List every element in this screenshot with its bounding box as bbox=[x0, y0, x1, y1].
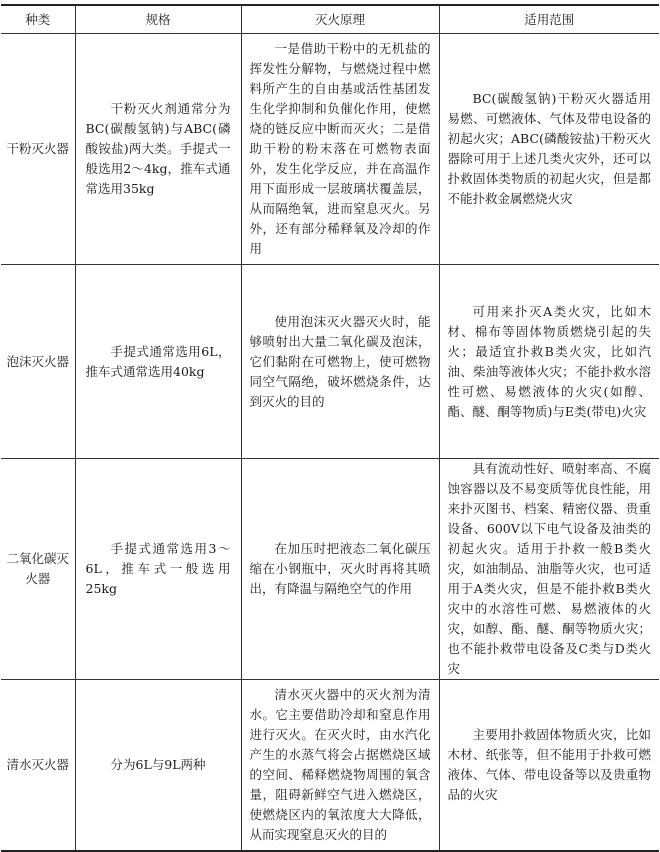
table-row bbox=[1, 265, 659, 459]
scope-cell bbox=[439, 34, 659, 265]
scope-text: 可用来扑灭A类火灾，比如木材、棉布等固体物质燃烧引起的失火；最适宜扑救B类火灾，比如汽油、柴油等液体火灾；不能扑救水溶性可燃、易燃液体的火灾(如醇、酯、醚、酮等物质)与E类(带电)火灾 bbox=[447, 303, 651, 419]
extinguisher-table-container bbox=[1, 4, 659, 852]
principle-text: 在加压时把液态二氧化碳压缩在小钢瓶中，灭火时再将其喷出，有降温与隔绝空气的作用 bbox=[249, 541, 431, 596]
spec-cell bbox=[75, 680, 241, 852]
scope-text: BC(碳酸氢钠)干粉灭火器适用易燃、可燃液体、气体及带电设备的初起火灾；ABC(磷酸铵盐)干粉灭火器除可用于上述几类火灾外，还可以扑救固体类物质的初起火灾，但是都不能扑救金属燃烧火灾 bbox=[447, 91, 651, 206]
principle-cell bbox=[241, 34, 439, 265]
spec-text: 手提式通常选用6L，推车式通常选用40kg bbox=[85, 343, 231, 379]
type-cell: 二氧化碳灭火器 bbox=[1, 459, 75, 680]
type-cell: 清水灭火器 bbox=[1, 680, 75, 852]
spec-cell bbox=[75, 34, 241, 265]
spec-text: 干粉灭火剂通常分为BC(碳酸氢钠)与ABC(磷酸铵盐)两大类。手提式一般选用2～4kg，推车式通常选用35kg bbox=[85, 101, 231, 196]
table-header bbox=[1, 5, 659, 34]
table-row bbox=[1, 680, 659, 852]
scope-text: 具有流动性好、喷射率高、不腐蚀容器以及不易变质等优良性能，用来扑灭图书、档案、精密仪器、贵重设备、600V以下电气设备及油类的初起火灾。适用于扑救一般B类火灾，如油制品、油脂等火灾，也可适用于A类火灾，但是不能扑救B类火灾中的水溶性可燃、易燃液体的火灾，如醇、酯、醚、酮等物质火灾；也不能扑救带电设备及C类与D类火灾 bbox=[447, 461, 651, 676]
header-spec: 规格 bbox=[75, 5, 241, 34]
spec-text: 手提式通常选用3～6L，推车式一般选用25kg bbox=[85, 541, 231, 596]
principle-cell bbox=[241, 459, 439, 680]
table-row bbox=[1, 459, 659, 680]
header-scope: 适用范围 bbox=[439, 5, 659, 34]
principle-text: 使用泡沫灭火器灭火时，能够喷射出大量二氧化碳及泡沫，它们黏附在可燃物上，使可燃物同空气隔绝，破坏燃烧条件，达到灭火的目的 bbox=[249, 313, 431, 409]
type-cell: 泡沫灭火器 bbox=[1, 265, 75, 459]
principle-cell bbox=[241, 265, 439, 459]
scope-text: 主要用扑救固体物质火灾，比如木材、纸张等，但不能用于扑救可燃液体、气体、带电设备等以及贵重物品的火灾 bbox=[447, 727, 651, 802]
type-cell: 干粉灭火器 bbox=[1, 34, 75, 265]
scope-cell bbox=[439, 680, 659, 852]
principle-text: 一是借助干粉中的无机盐的挥发性分解物，与燃烧过程中燃料所产生的自由基或活性基团发生化学抑制和负催化作用，使燃烧的链反应中断而灭火；二是借助干粉的粉末落在可燃物表面外，发生化学反应，并在高温作用下面形成一层玻璃状覆盖层，从而隔绝氧，进而窒息灭火。另外，还有部分稀释氧及冷却的作用 bbox=[249, 41, 431, 256]
table-body bbox=[1, 34, 659, 852]
spec-cell bbox=[75, 265, 241, 459]
scope-cell bbox=[439, 265, 659, 459]
scope-cell bbox=[439, 459, 659, 680]
header-principle: 灭火原理 bbox=[241, 5, 439, 34]
spec-cell bbox=[75, 459, 241, 680]
spec-text: 分为6L与9L两种 bbox=[110, 757, 206, 772]
header-type: 种类 bbox=[1, 5, 75, 34]
header-row bbox=[1, 5, 659, 34]
table-row bbox=[1, 34, 659, 265]
principle-text: 清水灭火器中的灭火剂为清水。它主要借助冷却和窒息作用进行灭火。在灭火时，由水汽化产生的水蒸气将会占据燃烧区域的空间、稀释燃烧物周围的氧含量，阻碍新鲜空气进入燃烧区，使燃烧区内的氧浓度大大降低，从而实现窒息灭火的目的 bbox=[249, 687, 431, 842]
principle-cell bbox=[241, 680, 439, 852]
extinguisher-table bbox=[1, 4, 659, 852]
